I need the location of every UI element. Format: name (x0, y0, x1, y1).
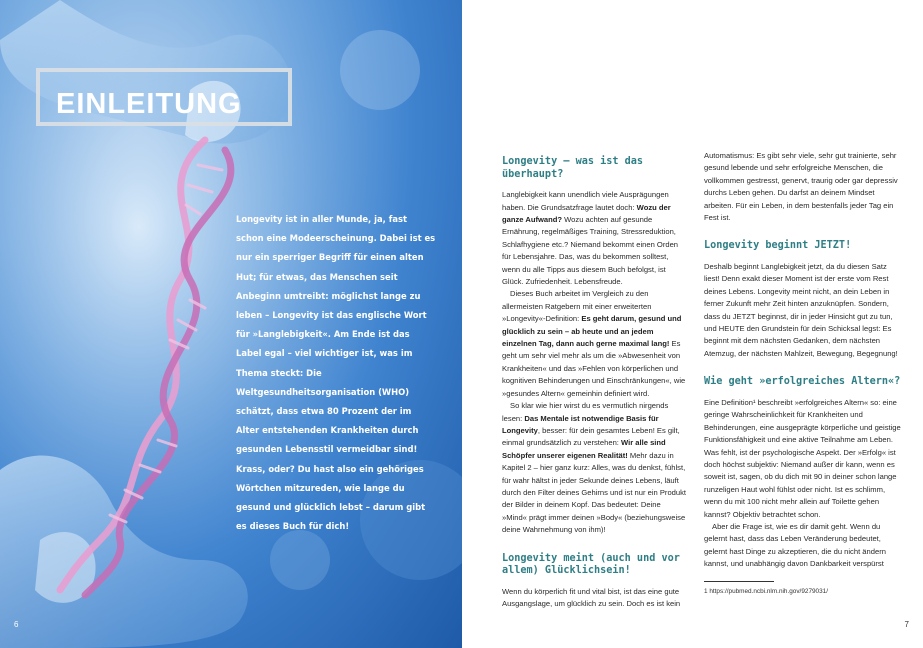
paragraph (502, 189, 687, 288)
bold-text: Wir alle sind Schöpfer unserer eigenen Realität! (502, 438, 666, 460)
paragraph (502, 288, 687, 400)
spacer (502, 537, 687, 547)
chapter-title: EINLEITUNG (56, 88, 242, 120)
bold-text: Das Mentale ist notwendige Basis für Longevity (502, 413, 659, 435)
right-page (462, 0, 923, 648)
footnote: 1 https://pubmed.ncbi.nlm.nih.gov/9279031/ (704, 587, 828, 595)
page-number-left: 6 (14, 620, 19, 629)
paragraph: Aber die Frage ist, wie es dir damit geht. Wenn du gelernt hast, dass das Leben Veränderung bedeutet, gelernt hast Dinge zu akzeptieren, die du nicht ändern kannst, und unabhängig davon Dankbarkeit verspürst (704, 521, 886, 569)
section-heading-longevity-now: Longevity beginnt JETZT! (704, 240, 852, 252)
paragraph: Wenn du körperlich fit und vital bist, ist das eine gute Ausgangslage, um glücklich zu sein. Doch es ist kein (502, 586, 681, 609)
text-span: Wozu achten auf gesunde Ernährung, regelmäßiges Training, Stressreduktion, Schlafhygiene etc.? Niemand bekommt einen Orden für Lebensjahre. Das, was du bekommen solltest, wenn du alle Tipps aus diesem Buch befolgst, ist Glück. Zufriedenheit. Lebensfreude. (502, 215, 679, 287)
footnote-divider (704, 581, 774, 582)
text-span: So klar wie hier wirst du es vermutlich nirgends lesen: (502, 401, 669, 423)
page-number-right: 7 (904, 620, 909, 629)
spacer (704, 224, 904, 234)
paragraph: Eine Definition¹ beschreibt »erfolgreiches Altern« so: eine geringe Wahrscheinlichkeit für Krankheiten und Behinderungen, eine ausgeprägte körperliche und geistige Funktionsfähigkeit und eine aktive Teilnahme am Leben. Was fehlt, ist der psychologische Aspekt. Der »Erfolg« ist doch höchst subjektiv: Niemand außer dir kann, wenn es soweit ist, sagen, ob du dich mit 90 in deiner schon lange runzeligen Haut wohl fühlst oder nicht. Ist es schlimm, wenn du mit 100 nicht mehr allein auf Toilette gehen kannst? Objektiv betrachtet schon. (704, 397, 901, 519)
paragraph (502, 400, 687, 536)
text-span: , besser: für dein gesamtes Leben! Es gilt, einmal grundsätzlich zu verstehen: (502, 425, 680, 448)
spacer (704, 360, 904, 370)
intro-paragraph: Longevity ist in aller Munde, ja, fast schon eine Modeerscheinung. Dabei ist es nur ein sperriger Begriff für einen alten Hut; für etwas, das Menschen seit Anbeginn umtreibt: möglichst lange zu leben – Longevity ist das englische Wort für »Langlebigkeit«. Am Ende ist das Label egal – viel wichtiger ist, was im Thema steckt: Die Weltgesundheitsorganisation (WHO) schätzt, dass etwa 80 Prozent der im Alter entstehenden Krankheiten durch gesunden Lebensstil vermeidbar sind! Krass, oder? Du hast also ein gehöriges Wörtchen mitzureden, wie lange du gesund und glücklich lebst – darum gibt es dieses Buch für dich! (236, 214, 436, 532)
section-heading-longevity-what: Longevity – was ist das überhaupt? (502, 156, 644, 180)
paragraph: Deshalb beginnt Langlebigkeit jetzt, da du diesen Satz liest! Denn exakt dieser Moment ist der erste vom Rest deines Lebens. Longevity meint nicht, an dein Leben in ferner Zukunft mehr Zeit hinten anzuknüpfen. Sondern, dass du JETZT beginnst, dir in jeder Hinsicht gut zu tun, und HEUTE den Grundstein für dein Schicksal legst: Es beginnt mit dem nächsten Gedanken, dem nächsten Atemzug, der nächsten Mahlzeit, Bewegung, Begegnung! (704, 262, 898, 358)
bold-text: Wozu der ganze Aufwand? (502, 202, 671, 224)
paragraph: Automatismus: Es gibt sehr viele, sehr gut trainierte, sehr gesund lebende und sehr erfolgreiche Menschen, die vollkommen gestresst, genervt, traurig oder gar depressiv durchs Leben gehen. Du darfst an deinem Mindset arbeiten. Für ein Leben, in dem bestenfalls jeder Tag ein Fest ist. (704, 151, 898, 223)
text-column-2 (704, 150, 904, 598)
text-span: Langlebigkeit kann unendlich viele Ausprägungen haben. Die Grundsatzfrage lautet doch: (502, 190, 669, 212)
bold-text: Es geht darum, gesund und glücklich zu sein – ab heute und an jedem einzelnen Tag, dann auch gerne maximal lang! (502, 314, 682, 349)
section-heading-successful-aging: Wie geht »erfolgreiches Altern«? (704, 376, 901, 388)
text-span: Mehr dazu in Kapitel 2 – hier ganz kurz: Alles, was du denkst, fühlst, für wahr hältst in jeder Sekunde deines Lebens, läuft durch den Filter deines Gehirns und ist nur ein Produkt der Bilder in deinem Kopf. Das bedeutet: Deine »Mind« prägt immer deinen »Body« (beziehungsweise deine Wahrnehmung von ihm)! (502, 450, 687, 535)
text-column-1 (502, 150, 687, 611)
text-span: Dieses Buch arbeitet im Vergleich zu den allermeisten Ratgebern mit einer erweiterten »Longevity«-Definition: (502, 289, 652, 324)
section-heading-longevity-happiness: Longevity meint (auch und vor allem) Glücklichsein! (502, 552, 680, 577)
text-span: Es geht um sehr viel mehr als um die »Abwesenheit von Krankheiten« und das »Fehlen von körperlichen und kognitiven Behinderungen und Einschränkungen«, wie »gesundes Altern« gemeinhin definiert wird. (502, 339, 686, 398)
